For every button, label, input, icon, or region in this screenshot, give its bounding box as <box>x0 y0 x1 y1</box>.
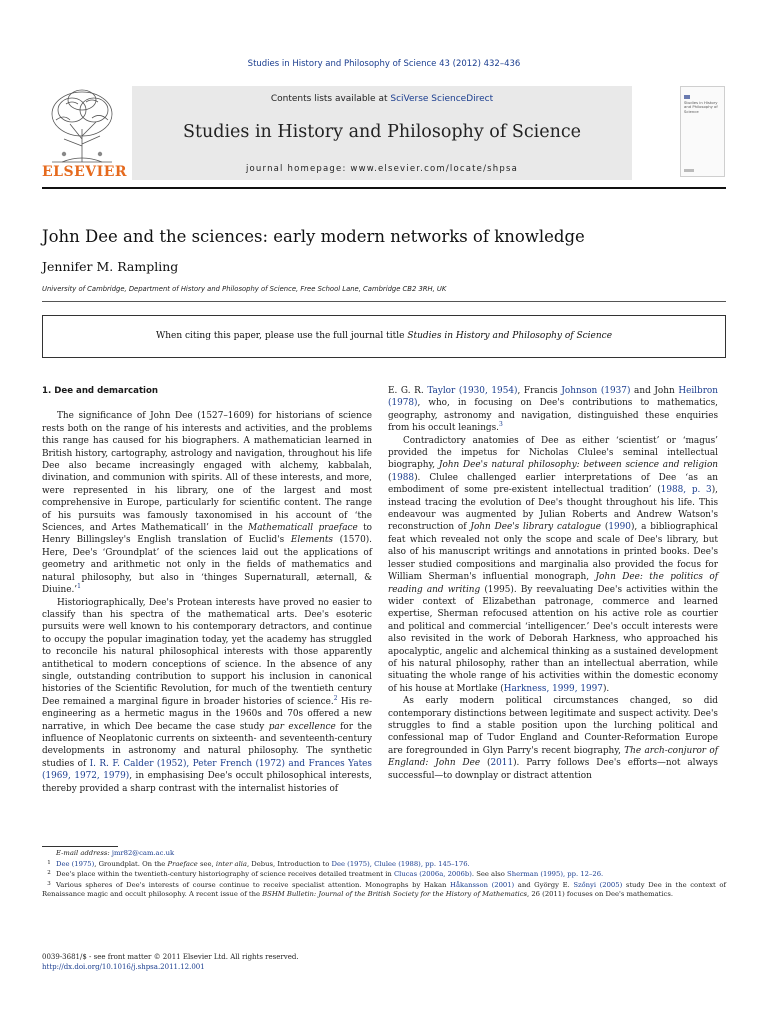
citation-link[interactable]: Szőnyi (2005) <box>573 880 623 889</box>
header-rule <box>42 187 726 189</box>
elsevier-wordmark: ELSEVIER <box>42 164 128 180</box>
journal-cover-thumbnail <box>640 84 726 180</box>
citation-link[interactable]: Harkness, 1999, 1997 <box>503 683 603 694</box>
citation-link[interactable]: Taylor (1930, 1954) <box>427 386 518 396</box>
citing-notice <box>42 315 726 358</box>
author-name: Jennifer M. Rampling <box>42 259 179 274</box>
publication-info <box>42 952 299 972</box>
paragraph: Contradictory anatomies of Dee as either ‘scientist’ or ‘magus’ provided the impetus for Nicholas Clulee's seminal intellectual biography, John Dee's natural philosophy: between science and religion (1988). Clulee challenged earlier interpretations of Dee ‘as an embodiment of some pre-existent intellectual tradition’ (1988, p. 3), instead tracing the evolution of Dee's thought throughout his life. This endeavour was augmented by Julian Roberts and Andrew Watson's reconstruction of John Dee's library catalogue (1990), a bibliographical feat which revealed not only the scope and scale of Dee's library, but also of his manuscript writings and annotations in printed books. Dee's lesser studied compositions and marginalia also provided the focus for William Sherman's influential monograph, John Dee: the politics of reading and writing (1995). By reevaluating Dee's activities within the wider context of Elizabethan patronage, commerce and learned expertise, Sherman refocused attention on his active role as courtier and political and commercial ‘intelligencer.’ Dee's occult interests were also revisited in the work of Deborah Harkness, who approached his apocalyptic, angelic and alchemical thinking as a sustained development of his natural philosophy, rather than an intellectual aberration, while situating the whole range of his activities within the domestic economy of his house at Mortlake (Harkness, 1999, 1997). <box>388 435 719 694</box>
citation-link[interactable]: 1988, p. 3 <box>660 485 712 496</box>
citing-journal-title: Studies in History and Philosophy of Science <box>407 331 613 341</box>
footnote-rule <box>42 846 118 847</box>
journal-citation-link[interactable]: Studies in History and Philosophy of Science 43 (2012) 432–436 <box>247 59 521 69</box>
title-rule <box>42 301 726 302</box>
footnote-ref[interactable]: 3 <box>498 421 503 429</box>
paragraph: Historiographically, Dee's Protean interests have proved no easier to classify than his spectra of the mathematical arts. Dee's esoteric pursuits were well known to his contemporary detractors, and continue to occupy the popular imagination today, yet the academy has struggled to reconcile his natural philosophical interests with those apparently antithetical to modern conceptions of science. In the absence of any single, outstanding contribution to support his inclusion in canonical histories of the Scientific Revolution, for much of the twentieth century Dee remained a marginal figure in broader histories of science.$^2$ His re-engineering as a hermetic magus in the 1960s and 70s offered a new narrative, in which Dee became the case study par excellence for the influence of Neoplatonic currents on sixteenth- and seventeenth-century developments in astronomy and natural philosophy. The synthetic studies of I. R. F. Calder (1952), Peter French (1972) and Frances Yates (1969, 1972, 1979), in emphasising Dee's occult philosophical interests, thereby provided a sharp contrast with the internalist histories of <box>42 597 372 794</box>
citing-notice-text: When citing this paper, please use the full journal title Studies in History and Philosophy of Science <box>155 331 613 341</box>
citation-link[interactable]: I. R. F. Calder (1952), Peter French (1972) and Frances Yates (1969, 1972, 1979) <box>42 758 372 782</box>
footnote-ref[interactable]: 1 <box>77 583 81 591</box>
citation-link[interactable]: Dee (1975) <box>56 859 95 868</box>
footnotes <box>42 849 726 900</box>
citation-link[interactable]: 1988 <box>391 472 415 483</box>
footnote-ref[interactable]: 2 <box>333 694 338 702</box>
elsevier-tree-logo <box>42 84 128 180</box>
article-title: John Dee and the sciences: early modern networks of knowledge <box>42 227 585 246</box>
email-footnote: E-mail address: jmr82@cam.ac.uk <box>56 849 175 857</box>
paragraph: E. G. R. Taylor (1930, 1954), Francis Johnson (1937) and John Heilbron (1978), who, in focusing on Dee's contributions to mathematics, geography, astronomy and navigation, distinguished these enquiries from his occult leanings.$^3$ <box>388 386 718 434</box>
paragraph: As early modern political circumstances changed, so did contemporary distinctions between legitimate and suspect activity. Dee's struggles to find a stable position upon the lurching political and confessional map of Tudor England and Counter-Reformation Europe are foregrounded in Glyn Parry's recent biography, The arch-conjuror of England: John Dee (2011). Parry follows Dee's efforts—not always successful—to downplay or distract attention <box>388 696 718 781</box>
author-email-link[interactable]: jmr82@cam.ac.uk <box>111 849 175 857</box>
citation-link[interactable]: Dee (1975), Clulee (1988), pp. 145–176. <box>331 859 470 868</box>
body-column-left <box>42 385 372 795</box>
doi-link[interactable]: http://dx.doi.org/10.1016/j.shpsa.2011.12.001 <box>42 963 205 971</box>
journal-banner <box>132 86 632 180</box>
citation-link[interactable]: 2011 <box>490 758 514 769</box>
contents-prefix: Contents lists available at <box>270 94 391 104</box>
citation-link[interactable]: Johnson (1937) <box>561 386 631 396</box>
journal-name: Studies in History and Philosophy of Science <box>182 122 582 142</box>
citation-link[interactable]: Clucas (2006a, 2006b) <box>393 870 472 879</box>
sciencedirect-link[interactable]: SciVerse ScienceDirect <box>390 94 494 104</box>
journal-homepage[interactable]: journal homepage: www.elsevier.com/locate/shpsa <box>245 164 519 174</box>
section-heading: 1. Dee and demarcation <box>42 386 159 396</box>
citation-link[interactable]: Håkansson (2001) <box>450 880 515 889</box>
author-affiliation: University of Cambridge, Department of History and Philosophy of Science, Free School Lane, Cambridge CB2 3RH, UK <box>42 285 447 293</box>
citation-link[interactable]: 1990 <box>608 522 631 533</box>
footnote-3: 3 Various spheres of Dee's interests of course continue to receive specialist attention. Monographs by Hakan Håkansson (2001) and György E. Szőnyi (2005) study Dee in the context of Renaissance magic and occult philosophy. A recent issue of the BSHM Bulletin: Journal of the British Society for the History of Mathematics, 26 (2011) focuses on Dee's mathematics. <box>42 880 726 899</box>
citation-link[interactable]: Heilbron (1978) <box>388 386 718 409</box>
issn-line: 0039-3681/$ - see front matter © 2011 Elsevier Ltd. All rights reserved. <box>42 953 299 961</box>
footnote-1: 1 Dee (1975), Groundplat. On the Praeface see, inter alia, Debus, Introduction to Dee (1975), Clulee (1988), pp. 145–176. <box>47 859 470 868</box>
paragraph: The significance of John Dee (1527–1609) for historians of science rests both on the range of his interests and activities, and the problems this range has caused for his biographers. A mathematician learned in British history, cartography, astrology and navigation, throughout his life Dee also became increasingly engaged with alchemy, kabbalah, divination, and communion with spirits. All of these interests, and more, were represented in his library, one of the largest and most comprehensive in Europe, particularly for scientific content. The range of his pursuits was famously taxonomised in his account of ‘the Sciences, and Artes Mathematicall’ in the Mathematicall praeface to Henry Billingsley's English translation of Euclid's Elements (1570). Here, Dee's ‘Groundplat’ of the sciences laid out the applications of geometry and arithmetic not only in the fields of mathematics and natural philosophy, but also in ‘thinges Supernaturall, æternall, & Diuine.’$^1$ <box>42 411 373 596</box>
body-column-right <box>388 385 718 782</box>
citation-link[interactable]: Sherman (1995), pp. 12–26. <box>507 870 604 879</box>
contents-line <box>132 94 632 104</box>
cover-title: Studies in History and Philosophy of Science <box>684 100 718 114</box>
journal-header <box>42 84 726 185</box>
footnote-2: 2 Dee's place within the twentieth-century historiography of science receives detailed treatment in Clucas (2006a, 2006b). See also Sherman (1995), pp. 12–26. <box>47 870 604 879</box>
